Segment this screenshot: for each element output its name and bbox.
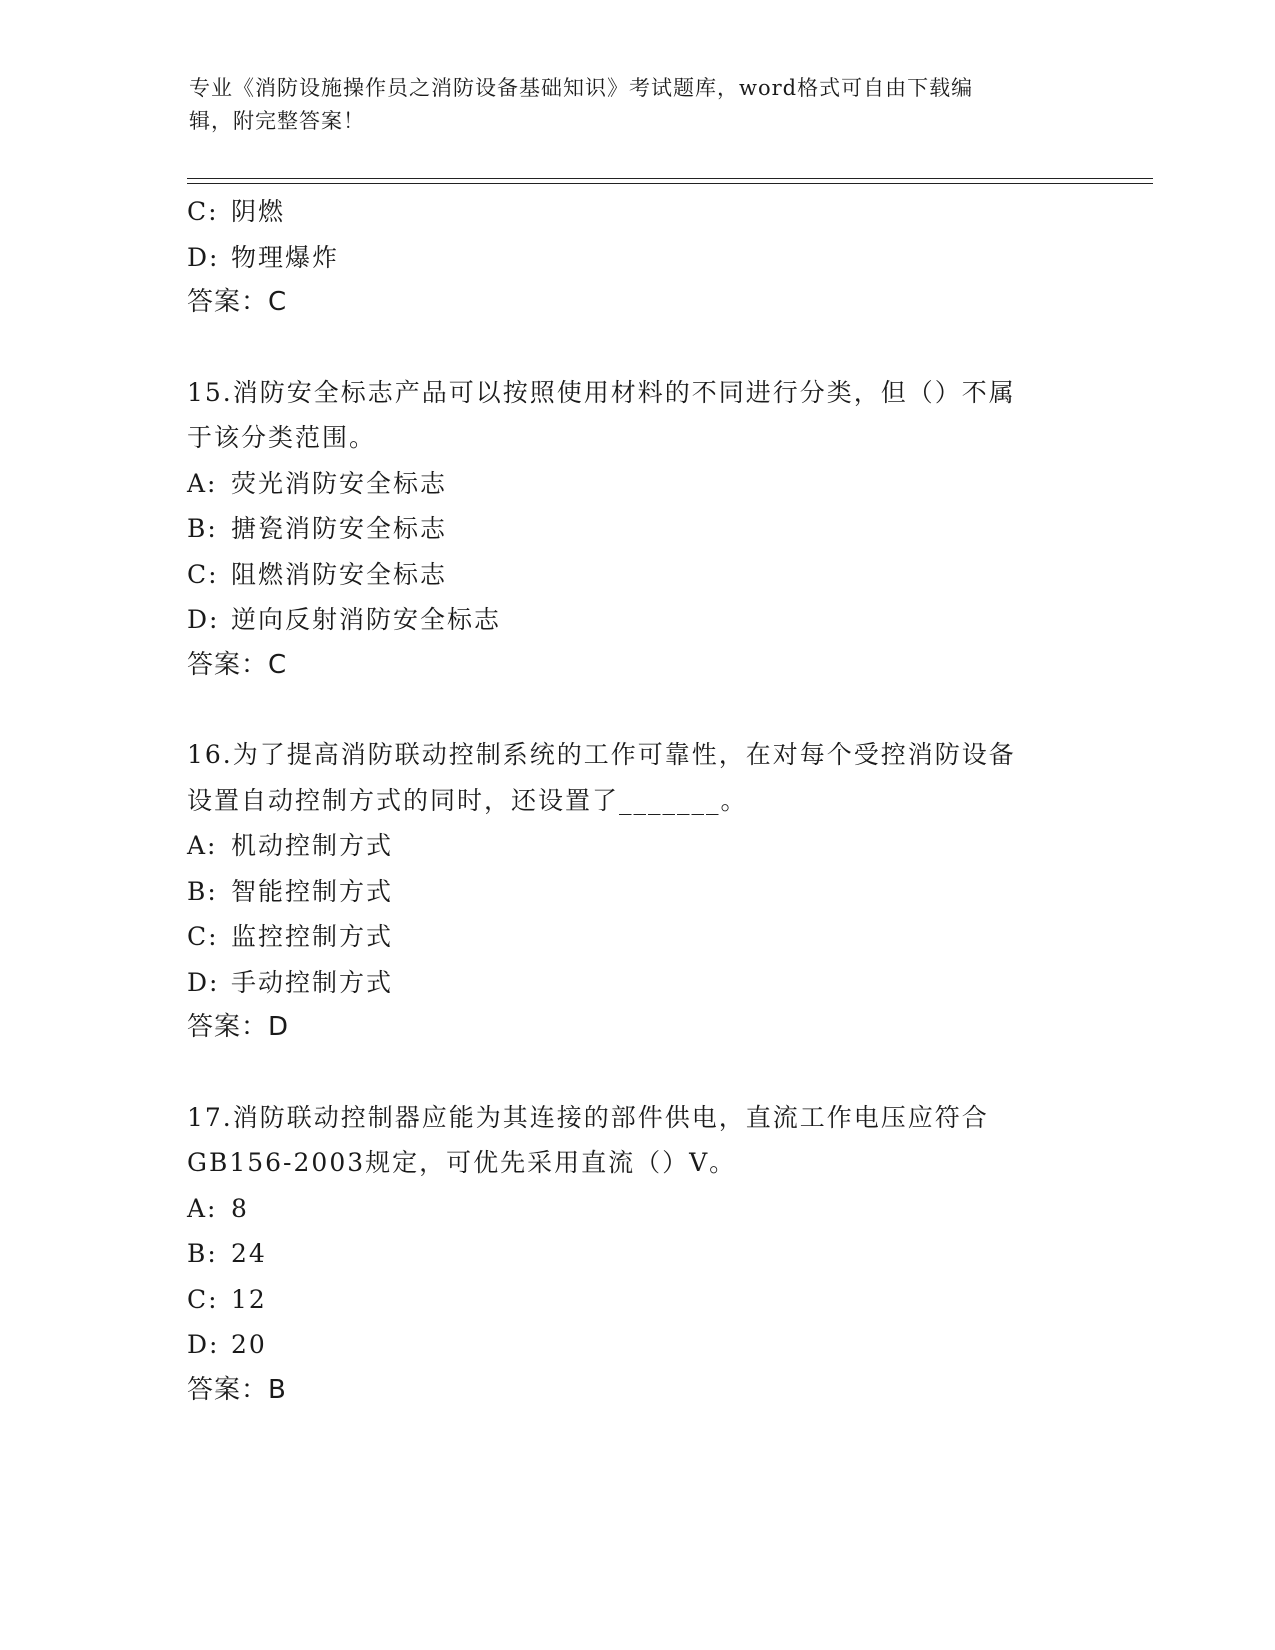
question-stem-line-2: 于该分类范围。 — [187, 423, 377, 452]
spacer — [187, 326, 1087, 370]
option-text: 阻燃消防安全标志 — [231, 559, 448, 589]
document-header — [189, 72, 1069, 138]
question-16 — [187, 732, 1087, 1051]
option-d — [187, 1322, 1087, 1368]
option-label: C: — [187, 1284, 219, 1314]
option-text: 荧光消防安全标志 — [231, 468, 448, 498]
option-text: 12 — [231, 1284, 267, 1314]
question-15 — [187, 370, 1087, 689]
answer-line: 答案：B — [187, 1374, 287, 1405]
option-text: 逆向反射消防安全标志 — [231, 605, 502, 634]
spacer — [187, 1051, 1087, 1095]
option-label: B: — [187, 1239, 218, 1268]
question-stem-line-2: 设置自动控制方式的同时，还设置了_______。 — [187, 785, 748, 815]
question-list — [187, 189, 1087, 1413]
answer-line: 答案：C — [187, 649, 288, 680]
option-b — [187, 506, 1087, 552]
option-label: D: — [187, 605, 220, 634]
option-label: D: — [187, 967, 220, 997]
question-17 — [187, 1095, 1087, 1414]
question-stem-line-1: 17.消防联动控制器应能为其连接的部件供电，直流工作电压应符合 — [187, 1102, 989, 1132]
question-stem-line-2: GB156-2003规定，可优先采用直流（）V。 — [187, 1148, 737, 1177]
question-stem-line-1: 16.为了提高消防联动控制系统的工作可靠性，在对每个受控消防设备 — [187, 740, 1016, 769]
option-text: 手动控制方式 — [231, 967, 394, 997]
option-text: 搪瓷消防安全标志 — [231, 514, 448, 543]
answer-line: 答案：C — [187, 287, 288, 317]
option-text: 阴燃 — [231, 197, 286, 226]
option-label: C: — [187, 197, 219, 226]
option-c — [187, 914, 1087, 960]
option-d — [187, 960, 1087, 1006]
option-c — [187, 189, 1087, 235]
header-line-2: 辑，附完整答案！ — [189, 109, 365, 133]
option-text: 物理爆炸 — [231, 242, 340, 272]
option-label: B: — [187, 514, 218, 543]
option-b — [187, 1231, 1087, 1277]
option-text: 20 — [231, 1330, 267, 1359]
header-divider-top — [187, 178, 1153, 179]
option-text: 8 — [231, 1193, 249, 1223]
option-c — [187, 552, 1087, 598]
option-label: A: — [187, 468, 218, 498]
option-b — [187, 869, 1087, 915]
option-c — [187, 1277, 1087, 1323]
option-label: A: — [187, 831, 218, 860]
option-label: C: — [187, 559, 219, 589]
option-text: 24 — [231, 1239, 267, 1268]
option-a — [187, 1186, 1087, 1232]
spacer — [187, 688, 1087, 732]
header-line-1: 专业《消防设施操作员之消防设备基础知识》考试题库，word格式可自由下载编 — [189, 76, 974, 100]
option-text: 机动控制方式 — [231, 831, 394, 860]
option-text: 监控控制方式 — [231, 922, 394, 951]
header-divider-bottom — [187, 183, 1153, 184]
question-14-continued — [187, 189, 1087, 326]
answer-line: 答案：D — [187, 1012, 290, 1042]
option-d — [187, 597, 1087, 643]
question-stem-line-1: 15.消防安全标志产品可以按照使用材料的不同进行分类，但（）不属 — [187, 377, 1016, 407]
option-text: 智能控制方式 — [231, 876, 394, 906]
option-d — [187, 235, 1087, 281]
option-a — [187, 823, 1087, 869]
option-label: A: — [187, 1193, 218, 1223]
option-label: B: — [187, 876, 218, 906]
option-label: D: — [187, 242, 220, 272]
option-label: C: — [187, 922, 219, 951]
option-a — [187, 461, 1087, 507]
option-label: D: — [187, 1330, 220, 1359]
